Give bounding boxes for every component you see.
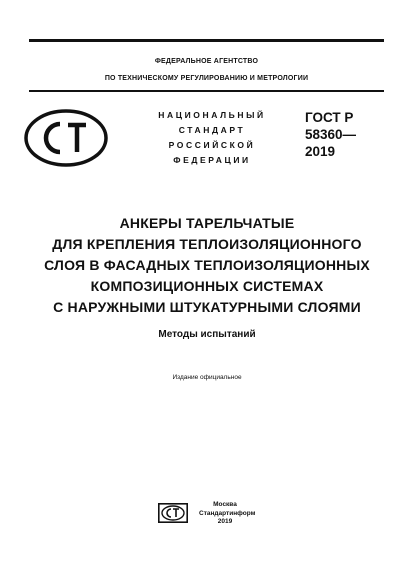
gost-label: ГОСТ Р	[305, 110, 354, 125]
publisher-imprint	[199, 501, 256, 527]
top-rule	[29, 39, 384, 42]
title-line: С НАРУЖНЫМИ ШТУКАТУРНЫМИ СЛОЯМИ	[53, 299, 361, 315]
rst-certification-mark-icon	[24, 108, 108, 168]
agency-name-line-1: ФЕДЕРАЛЬНОЕ АГЕНТСТВО	[154, 58, 259, 65]
publisher-name: Стандартинформ	[199, 509, 256, 517]
standartinform-logo-icon	[158, 503, 188, 523]
document-subtitle: Методы испытаний	[158, 329, 256, 340]
national-line: СТАНДАРТ	[178, 125, 246, 135]
publisher-year: 2019	[217, 518, 233, 525]
national-line: РОССИЙСКОЙ	[168, 140, 256, 150]
national-standard-label	[152, 108, 272, 168]
title-line: ДЛЯ КРЕПЛЕНИЯ ТЕПЛОИЗОЛЯЦИОННОГО	[52, 236, 362, 252]
agency-name-line-2: ПО ТЕХНИЧЕСКОМУ РЕГУЛИРОВАНИЮ И МЕТРОЛОГИИ	[104, 75, 309, 82]
publisher-city: Москва	[213, 501, 237, 508]
header-rule	[29, 90, 384, 92]
gost-designation	[305, 109, 356, 160]
national-line: НАЦИОНАЛЬНЫЙ	[158, 110, 266, 120]
edition-note: Издание официальное	[172, 374, 242, 381]
title-line: АНКЕРЫ ТАРЕЛЬЧАТЫЕ	[119, 215, 295, 231]
gost-year: 2019	[305, 144, 336, 159]
title-line: СЛОЯ В ФАСАДНЫХ ТЕПЛОИЗОЛЯЦИОННЫХ	[44, 257, 370, 273]
title-line: КОМПОЗИЦИОННЫХ СИСТЕМАХ	[90, 278, 324, 294]
gost-number: 58360—	[305, 127, 357, 142]
national-line: ФЕДЕРАЦИИ	[173, 155, 251, 165]
document-title	[20, 213, 394, 318]
